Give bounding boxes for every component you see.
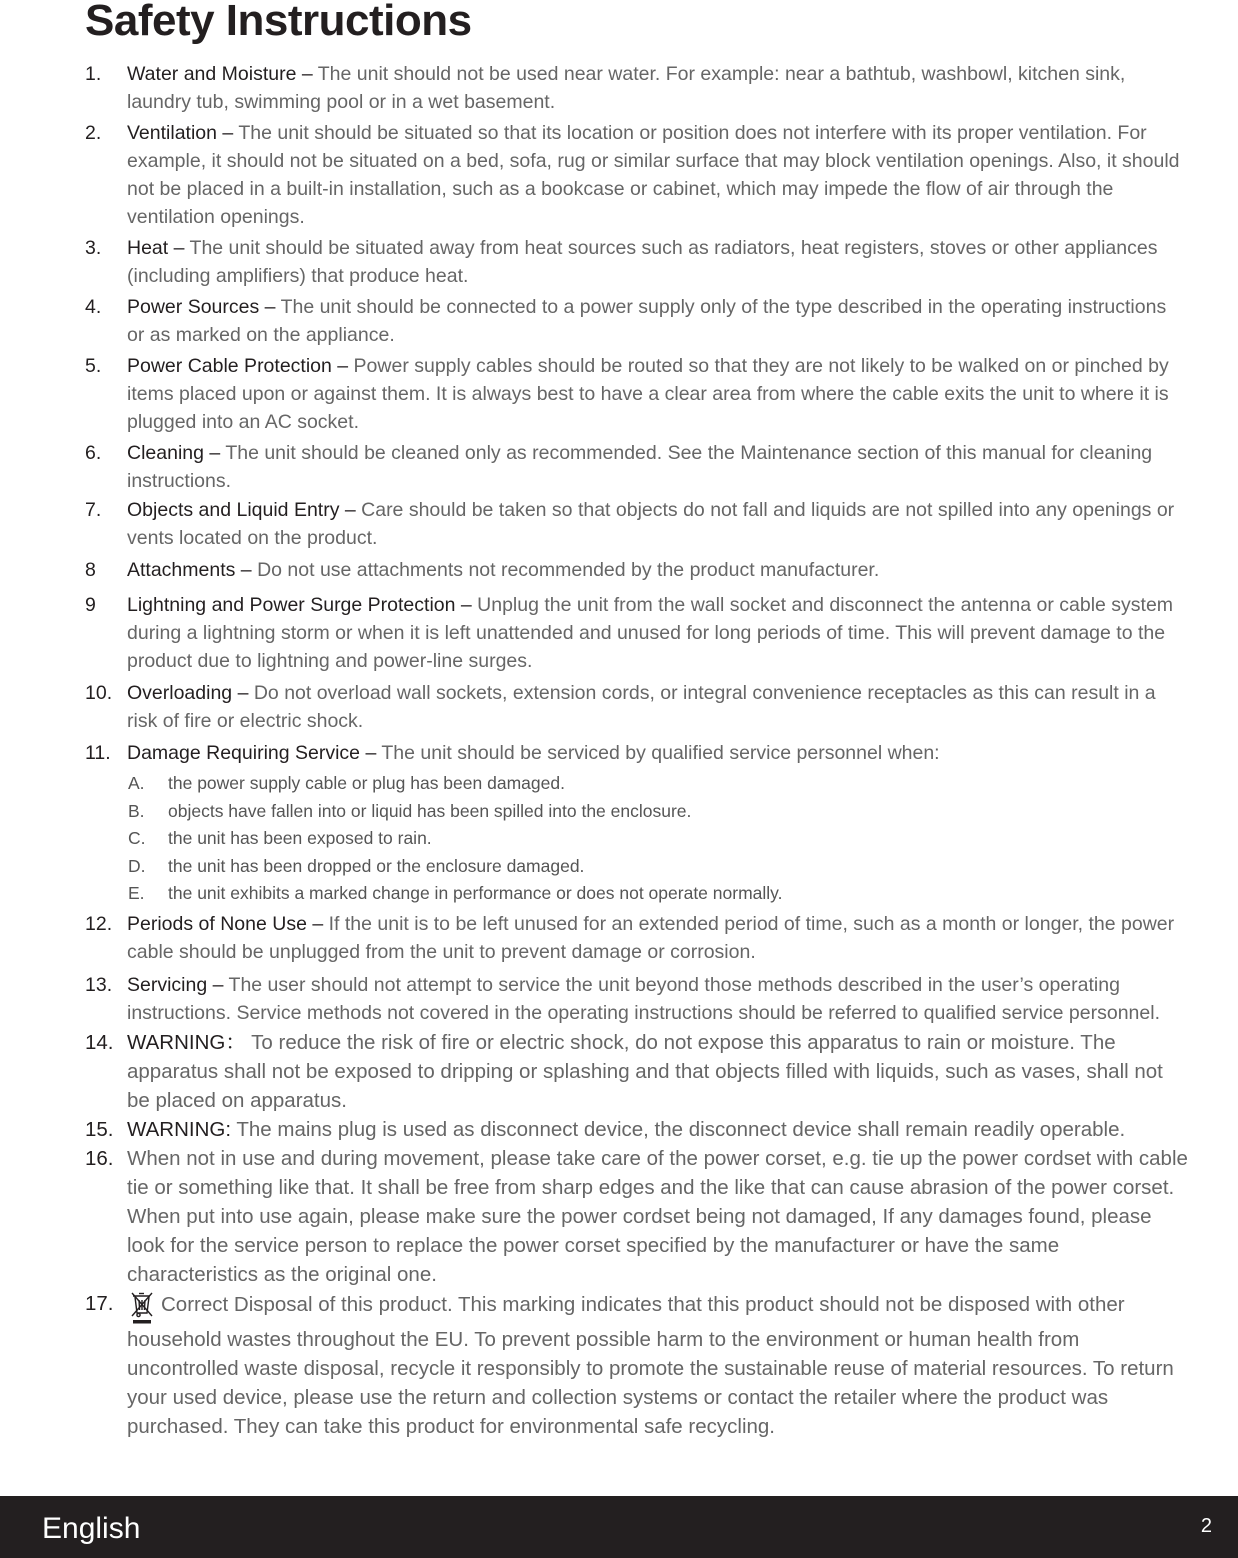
item-description: The unit should be situated away from heat sources such as radiators, heat registers, stoves or other appliances (including amplifiers) that produce heat. bbox=[127, 237, 1158, 287]
item-text bbox=[127, 679, 1188, 735]
list-item bbox=[0, 234, 1238, 290]
item-separator: – bbox=[296, 63, 318, 85]
item-number: 7. bbox=[85, 499, 102, 521]
item-number: 8 bbox=[85, 559, 96, 581]
item-description: The unit should not be used near water. For example: near a bathtub, washbowl, kitchen sink, laundry tub, swimming pool or in a wet basement. bbox=[127, 63, 1126, 113]
list-item bbox=[0, 1144, 1238, 1289]
sub-list-item bbox=[127, 825, 1188, 853]
item-description: The unit should be connected to a power supply only of the type described in the operating instructions or as marked on the appliance. bbox=[127, 296, 1167, 346]
item-term: Power Cable Protection bbox=[127, 355, 332, 377]
item-description: To reduce the risk of fire or electric shock, do not expose this apparatus to rain or moisture. The apparatus shall not be exposed to dripping or splashing and that objects filled with liquids, such as vases, shall not be placed on apparatus. bbox=[127, 1030, 1163, 1112]
sub-list-item bbox=[127, 853, 1188, 881]
list-item bbox=[0, 119, 1238, 231]
sub-item-text: the unit exhibits a marked change in performance or does not operate normally. bbox=[168, 883, 783, 903]
sub-item-text: objects have fallen into or liquid has been spilled into the enclosure. bbox=[168, 800, 692, 821]
item-separator: – bbox=[306, 912, 329, 935]
list-item bbox=[0, 1289, 1238, 1441]
item-description: Power supply cables should be routed so that they are not likely to be walked on or pinched by items placed upon or against them. It is always best to have a clear area from where the cable exits the unit to where it is plugged into an AC socket. bbox=[127, 355, 1169, 433]
item-separator: – bbox=[203, 442, 226, 464]
item-description: Do not use attachments not recommended by the product manufacturer. bbox=[257, 559, 880, 581]
item-number: 14. bbox=[85, 1030, 114, 1054]
page-number: 2 bbox=[1200, 1515, 1212, 1537]
item-description: Correct Disposal of this product. This marking indicates that this product should not be disposed with other household wastes throughout the EU. To prevent possible harm to the environment or human health from uncontrolled waste disposal, recycle it responsibly to promote the sustainable reuse of material resources. To return your used device, please use the return and collection systems or contact the retailer where the product was purchased. They can take this product for environmental safe recycling. bbox=[127, 1292, 1174, 1438]
item-separator: – bbox=[207, 973, 229, 996]
item-number: 5. bbox=[85, 355, 102, 377]
item-number: 17. bbox=[85, 1291, 114, 1315]
crossed-out-wheelie-bin-icon bbox=[127, 1289, 157, 1325]
item-text bbox=[127, 1028, 1188, 1115]
item-term: Servicing bbox=[127, 973, 208, 996]
item-term: Ventilation bbox=[127, 122, 217, 144]
footer-language: English bbox=[42, 1512, 141, 1545]
item-number: 1. bbox=[85, 63, 102, 85]
item-number: 15. bbox=[85, 1117, 114, 1141]
item-number: 2. bbox=[85, 122, 102, 144]
item-text bbox=[127, 739, 1188, 767]
item-number: 3. bbox=[85, 237, 102, 259]
item-term: Power Sources bbox=[127, 296, 260, 318]
item-term: Attachments bbox=[127, 559, 236, 581]
sub-item-letter: B. bbox=[128, 800, 145, 821]
list-item bbox=[0, 1028, 1238, 1115]
item-number: 6. bbox=[85, 442, 102, 464]
sub-item-letter: C. bbox=[128, 828, 146, 848]
item-separator: – bbox=[232, 682, 254, 704]
item-description: Unplug the unit from the wall socket and disconnect the antenna or cable system during a lightning storm or when it is left unattended and unused for long periods of time. This will prevent damage to the product due to lightning and power-line surges. bbox=[127, 594, 1174, 672]
item-description: Care should be taken so that objects do not fall and liquids are not spilled into any openings or vents located on the product. bbox=[127, 499, 1175, 549]
item-description: The unit should be situated so that its location or position does not interfere with its proper ventilation. For example, it should not be situated on a bed, sofa, rug or similar surface that may block ventilation openings. Also, it should not be placed in a built-in installation, such as a bookcase or cabinet, which may impede the flow of air through the ventilation openings. bbox=[127, 122, 1180, 228]
service-conditions-list bbox=[127, 770, 1188, 908]
sub-item-letter: E. bbox=[128, 883, 145, 903]
list-item bbox=[0, 739, 1238, 908]
item-term: Damage Requiring Service bbox=[127, 742, 361, 764]
item-text bbox=[127, 1115, 1188, 1144]
sub-list-item bbox=[127, 880, 1188, 908]
item-text bbox=[127, 234, 1188, 290]
list-item bbox=[0, 60, 1238, 116]
list-item bbox=[0, 1115, 1238, 1144]
item-term: Overloading bbox=[127, 682, 233, 704]
list-item bbox=[0, 971, 1238, 1027]
item-number: 13. bbox=[85, 973, 113, 996]
item-text bbox=[127, 496, 1188, 552]
list-item bbox=[0, 679, 1238, 735]
list-item bbox=[0, 556, 1238, 584]
item-text bbox=[127, 352, 1188, 436]
item-number: 11. bbox=[85, 742, 111, 764]
list-item bbox=[0, 293, 1238, 349]
sub-list-item bbox=[127, 770, 1188, 798]
item-term: Water and Moisture bbox=[127, 63, 297, 85]
safety-instructions-list bbox=[0, 60, 1238, 1441]
list-item bbox=[0, 591, 1238, 675]
sub-item-text: the power supply cable or plug has been damaged. bbox=[168, 773, 565, 793]
item-number: 12. bbox=[85, 912, 113, 935]
item-number: 10. bbox=[85, 682, 113, 704]
item-description: The unit should be cleaned only as recommended. See the Maintenance section of this manual for cleaning instructions. bbox=[127, 442, 1153, 492]
item-description: The unit should be serviced by qualified service personnel when: bbox=[381, 742, 940, 764]
item-description: The user should not attempt to service the unit beyond those methods described in the user’s operating instructions. Service methods not covered in the operating instructions should be referred to qualified service personnel. bbox=[127, 973, 1160, 1024]
item-term: Periods of None Use bbox=[127, 912, 307, 935]
item-term: WARNING: bbox=[127, 1117, 232, 1141]
item-text bbox=[127, 910, 1188, 966]
item-separator: – bbox=[339, 499, 362, 521]
item-number: 4. bbox=[85, 296, 102, 318]
sub-item-letter: A. bbox=[128, 773, 145, 793]
item-separator: – bbox=[259, 296, 281, 318]
item-number: 16. bbox=[85, 1146, 114, 1170]
item-separator: – bbox=[235, 559, 258, 581]
page-footer bbox=[0, 1496, 1238, 1558]
item-description: If the unit is to be left unused for an extended period of time, such as a month or longer, the power cable should be unplugged from the unit to prevent damage or corrosion. bbox=[127, 912, 1175, 963]
item-term: WARNING bbox=[127, 1030, 226, 1054]
list-item bbox=[0, 439, 1238, 495]
item-term: Objects and Liquid Entry bbox=[127, 499, 340, 521]
page-title: Safety Instructions bbox=[85, 0, 472, 45]
item-separator: – bbox=[168, 237, 190, 259]
item-text bbox=[127, 60, 1188, 116]
sub-item-text: the unit has been dropped or the enclosure damaged. bbox=[168, 855, 585, 876]
list-item bbox=[0, 352, 1238, 436]
item-term: Cleaning bbox=[127, 442, 204, 464]
item-text bbox=[127, 119, 1188, 231]
item-description: The mains plug is used as disconnect device, the disconnect device shall remain readily operable. bbox=[236, 1117, 1126, 1141]
item-description: Do not overload wall sockets, extension cords, or integral convenience receptacles as this can result in a risk of fire or electric shock. bbox=[127, 682, 1156, 732]
item-separator: – bbox=[217, 122, 239, 144]
item-number: 9 bbox=[85, 594, 96, 616]
sub-list-item bbox=[127, 798, 1188, 826]
item-separator: ： bbox=[225, 1030, 252, 1054]
list-item bbox=[0, 910, 1238, 966]
item-term: Lightning and Power Surge Protection bbox=[127, 594, 456, 616]
item-text bbox=[127, 1144, 1188, 1289]
sub-item-letter: D. bbox=[128, 855, 146, 876]
item-description: When not in use and during movement, please take care of the power corset, e.g. tie up the power cordset with cable tie or something like that. It shall be free from sharp edges and the like that can cause abrasion of the power corset. When put into use again, please make sure the power cordset being not damaged, If any damages found, please look for the service person to replace the power corset specified by the manufacturer or have the same characteristics as the original one. bbox=[127, 1146, 1188, 1286]
item-text bbox=[127, 556, 1188, 584]
item-text bbox=[127, 293, 1188, 349]
item-separator: – bbox=[331, 355, 354, 377]
list-item bbox=[0, 496, 1238, 552]
sub-item-text: the unit has been exposed to rain. bbox=[168, 828, 432, 848]
item-text bbox=[127, 591, 1188, 675]
item-text bbox=[127, 1289, 1188, 1441]
item-separator: – bbox=[455, 594, 478, 616]
item-text bbox=[127, 971, 1188, 1027]
item-term: Heat bbox=[127, 237, 169, 259]
item-separator: – bbox=[360, 742, 382, 764]
item-text bbox=[127, 439, 1188, 495]
